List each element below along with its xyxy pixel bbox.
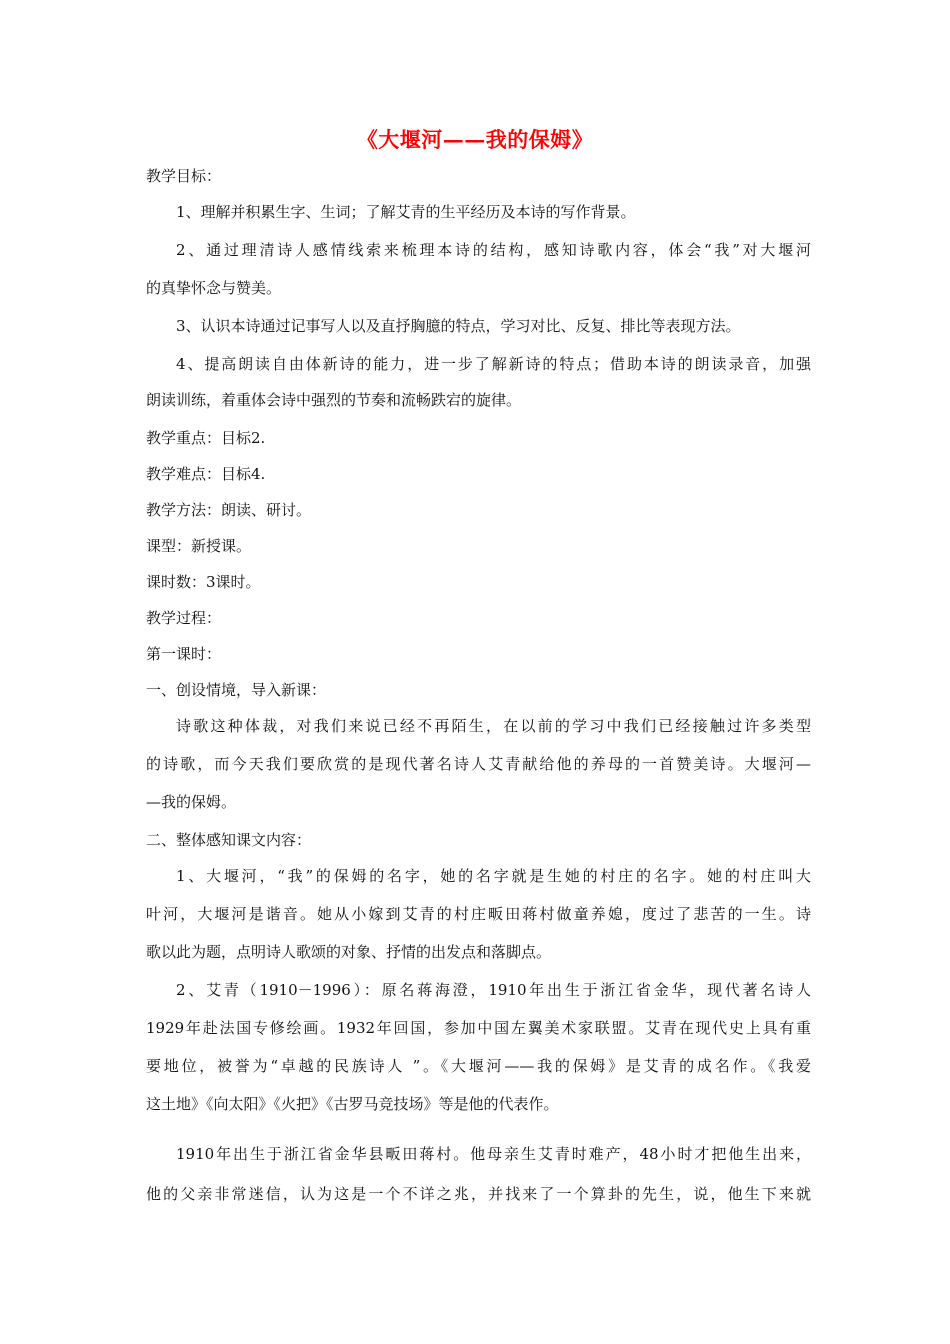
section-heading-objectives: 教学目标：: [146, 167, 222, 185]
biography-line-1: 1910年出生于浙江省金华县畈田蒋村。他母亲生艾青时难产，48小时才把他生出来，: [176, 1145, 811, 1163]
biography-line-2: 他的父亲非常迷信，认为这是一个不详之兆，并找来了一个算卦的先生，说，他生下来就: [146, 1185, 811, 1203]
point-2-line-2: 1929年赴法国专修绘画。1932年回国，参加中国左翼美术家联盟。艾青在现代史上具有重: [146, 1019, 811, 1037]
lesson-count: 课时数：3课时。: [146, 573, 261, 591]
objective-2-line-1: 2、通过理清诗人感情线索来梳理本诗的结构，感知诗歌内容，体会“我”对大堰河: [176, 241, 811, 259]
document-title: 《大堰河——我的保姆》: [356, 127, 594, 152]
intro-paragraph-line-1: 诗歌这种体裁，对我们来说已经不再陌生，在以前的学习中我们已经接触过许多类型: [176, 717, 811, 735]
objective-1: 1、理解并积累生字、生词；了解艾青的生平经历及本诗的写作背景。: [176, 203, 636, 221]
point-2-line-4: 这土地》《向太阳》《火把》《古罗马竞技场》等是他的代表作。: [146, 1095, 559, 1113]
objective-4-line-2: 朗读训练，着重体会诗中强烈的节奏和流畅跌宕的旋律。: [146, 391, 522, 409]
part-2-heading: 二、整体感知课文内容：: [146, 831, 312, 849]
part-1-heading: 一、创设情境，导入新课：: [146, 681, 327, 699]
objective-2-line-2: 的真挚怀念与赞美。: [146, 279, 282, 297]
objective-4-line-1: 4、提高朗读自由体新诗的能力，进一步了解新诗的特点；借助本诗的朗读录音，加强: [176, 355, 811, 373]
intro-paragraph-line-3: —我的保姆。: [146, 793, 237, 811]
point-2-line-3: 要地位，被誉为“卓越的民族诗人 ”。《大堰河——我的保姆》是艾青的成名作。《我爱: [146, 1057, 811, 1075]
first-lesson-heading: 第一课时：: [146, 645, 222, 663]
point-2-line-1: 2、艾青（1910－1996）：原名蒋海澄，1910年出生于浙江省金华，现代著名诗人: [176, 981, 811, 999]
section-heading-process: 教学过程：: [146, 609, 222, 627]
point-1-line-3: 歌以此为题，点明诗人歌颂的对象、抒情的出发点和落脚点。: [146, 943, 552, 961]
lesson-type: 课型：新授课。: [146, 537, 252, 555]
teaching-method: 教学方法：朗读、研讨。: [146, 501, 312, 519]
key-point: 教学重点：目标2.: [146, 429, 266, 447]
point-1-line-2: 叶河，大堰河是谐音。她从小嫁到艾青的村庄畈田蒋村做童养媳，度过了悲苦的一生。诗: [146, 905, 811, 923]
intro-paragraph-line-2: 的诗歌，而今天我们要欣赏的是现代著名诗人艾青献给他的养母的一首赞美诗。大堰河—: [146, 755, 811, 773]
objective-3: 3、认识本诗通过记事写人以及直抒胸臆的特点，学习对比、反复、排比等表现方法。: [176, 317, 741, 335]
difficult-point: 教学难点：目标4.: [146, 465, 266, 483]
point-1-line-1: 1、大堰河，“我”的保姆的名字，她的名字就是生她的村庄的名字。她的村庄叫大: [176, 867, 811, 885]
